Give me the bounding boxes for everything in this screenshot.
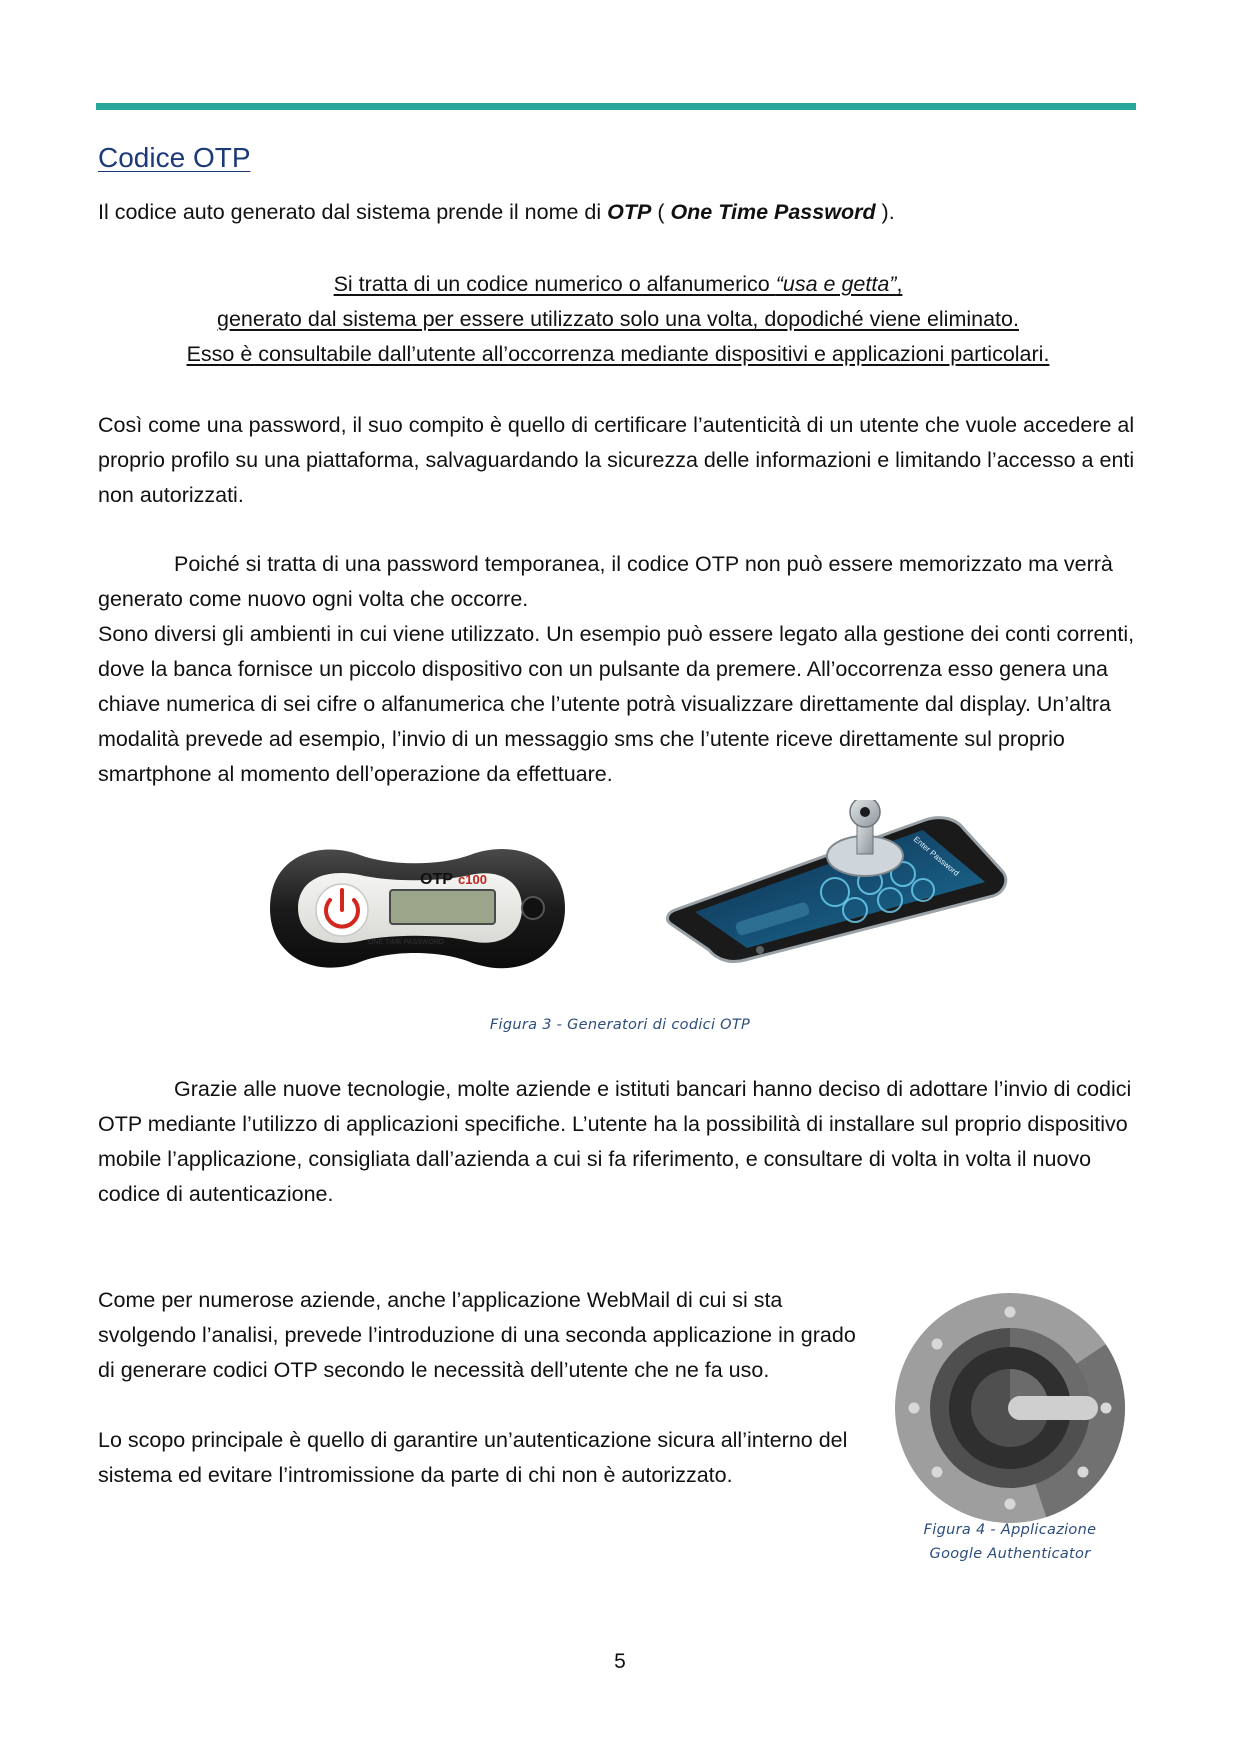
definition-line-1-comma: , — [896, 272, 903, 296]
token-model: c100 — [458, 872, 487, 887]
paragraph-usage-second: Sono diversi gli ambienti in cui viene utilizzato. Un esempio può essere legato alla gestione dei conti correnti, dove la banca fornisce un piccolo dispositivo con un pulsante da premere. All’occorrenza esso genera una chiave numerica di sei cifre o alfanumerica che l’utente potrà visualizzare direttamente dal display. Un’altra modalità prevede ad esempio, l’invio di un messaggio sms che l’utente riceve direttamente sul proprio smartphone al momento dell’operazione da effettuare. — [98, 622, 1135, 786]
definition-line-1-text: Si tratta di un codice numerico o alfanumerico — [333, 272, 776, 296]
top-rule — [96, 103, 1136, 110]
smartphone-image — [665, 800, 1010, 965]
definition-quote: “usa e getta” — [775, 272, 897, 296]
definition-block — [98, 267, 1138, 372]
intro-paragraph — [98, 195, 1138, 230]
figure-3-caption: Figura 3 - Generatori di codici OTP — [489, 1017, 751, 1033]
definition-line-2: generato dal sistema per essere utilizzato solo una volta, dopodiché viene eliminato. — [217, 307, 1019, 331]
page-number: 5 — [614, 1650, 626, 1673]
phone-screen-text: Enter Password — [911, 834, 961, 878]
figure-4-caption-line-1: Figura 4 - Applicazione — [923, 1522, 1097, 1538]
otp-token-image — [250, 830, 580, 990]
definition-line-1 — [98, 267, 1138, 302]
definition-line-3: Esso è consultabile dall’utente all’occorrenza mediante dispositivi e applicazioni particolari. — [186, 342, 1050, 366]
paragraph-apps — [98, 1072, 1138, 1212]
paragraph-usage-first: Poiché si tratta di una password temporanea, il codice OTP non può essere memorizzato ma verrà generato come nuovo ogni volta che occorre. — [98, 552, 1113, 611]
otp-term: OTP — [607, 200, 652, 224]
figure-4-caption-line-2: Google Authenticator — [929, 1546, 1091, 1562]
figure-4-caption — [900, 1518, 1120, 1566]
paragraph-apps-text: Grazie alle nuove tecnologie, molte aziende e istituti bancari hanno deciso di adottare l’invio di codici OTP mediante l’utilizzo di applicazioni specifiche. L’utente ha la possibilità di installare sul proprio dispositivo mobile l’applicazione, consigliata dall’azienda a cui si fa riferimento, e consultare di volta in volta il nuovo codice di autenticazione. — [98, 1077, 1132, 1206]
paragraph-purpose: Così come una password, il suo compito è quello di certificare l’autenticità di un utente che vuole accedere al proprio profilo su una piattaforma, salvaguardando la sicurezza delle informazioni e limitando l’accesso a enti non autorizzati. — [98, 413, 1135, 507]
intro-close-paren: ). — [875, 200, 895, 224]
token-brand: OTP — [420, 871, 453, 888]
otp-full-name: One Time Password — [670, 200, 876, 224]
token-label: ONE TIME PASSWORD — [368, 939, 444, 946]
intro-open-paren: ( — [651, 200, 671, 224]
paragraph-webmail: Come per numerose aziende, anche l’applicazione WebMail di cui si sta svolgendo l’analisi, prevede l’introduzione di una seconda applicazione in grado di generare codici OTP secondo le necessità dell’utente che ne fa uso. — [98, 1288, 856, 1382]
google-authenticator-icon — [890, 1288, 1130, 1528]
intro-text: Il codice auto generato dal sistema prende il nome di — [98, 200, 608, 224]
paragraph-usage — [98, 547, 1138, 792]
section-heading: Codice OTP — [98, 142, 251, 173]
paragraph-goal: Lo scopo principale è quello di garantire un’autenticazione sicura all’interno del sistema ed evitare l’intromissione da parte di chi non è autorizzato. — [98, 1428, 848, 1487]
